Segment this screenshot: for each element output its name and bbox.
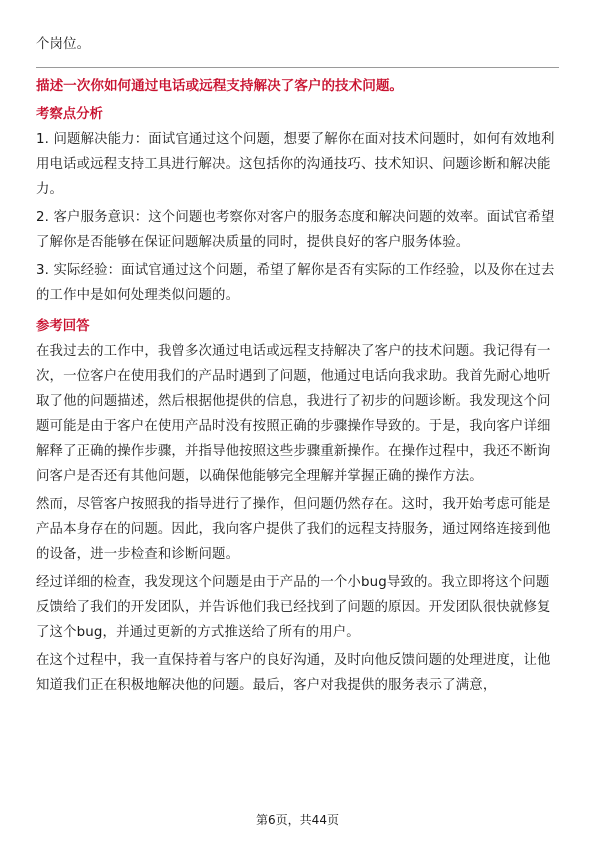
analysis-item-1: 1. 问题解决能力：面试官通过这个问题，想要了解你在面对技术问题时，如何有效地利用电话或远程支持工具进行解决。这包括你的沟通技巧、技术知识、问题诊断和解决能力。 [36,132,555,197]
analysis-item-3: 3. 实际经验：面试官通过这个问题，希望了解你是否有实际的工作经验，以及你在过去的工作中是如何处理类似问题的。 [36,263,555,303]
page-footer: 第6页，共44页 [256,813,339,827]
answer-paragraph-4: 在这个过程中，我一直保持着与客户的良好沟通，及时向他反馈问题的处理进度，让他知道我们正在积极地解决他的问题。最后，客户对我提供的服务表示了满意， [36,653,551,693]
answer-heading: 参考回答 [36,319,90,334]
answer-paragraph-2: 然而，尽管客户按照我的指导进行了操作，但问题仍然存在。这时，我开始考虑可能是产品本身存在的问题。因此，我向客户提供了我们的远程支持服务，通过网络连接到他的设备，进一步检查和诊断问题。 [36,497,551,562]
answer-paragraph-3: 经过详细的检查，我发现这个问题是由于产品的一个小bug导致的。我立即将这个问题反馈给了我们的开发团队，并告诉他们我已经找到了问题的原因。开发团队很快就修复了这个bug，并通过更新的方式推送给了所有的用户。 [36,575,551,640]
document-page [36,32,559,701]
section-divider [36,67,559,68]
analysis-item-2: 2. 客户服务意识：这个问题也考察你对客户的服务态度和解决问题的效率。面试官希望了解你是否能够在保证问题解决质量的同时，提供良好的客户服务体验。 [36,210,555,250]
answer-paragraph-1: 在我过去的工作中，我曾多次通过电话或远程支持解决了客户的技术问题。我记得有一次，一位客户在使用我们的产品时遇到了问题，他通过电话向我求助。我首先耐心地听取了他的问题描述，然后根据他提供的信息，我进行了初步的问题诊断。我发现这个问题可能是由于客户在使用产品时没有按照正确的步骤操作导致的。于是，我向客户详细解释了正确的操作步骤，并指导他按照这些步骤重新操作。在操作过程中，我还不断询问客户是否还有其他问题，以确保他能够完全理解并掌握正确的操作方法。 [36,344,551,484]
question-heading: 描述一次你如何通过电话或远程支持解决了客户的技术问题。 [36,78,404,94]
previous-paragraph-tail: 个岗位。 [36,37,91,52]
analysis-heading: 考察点分析 [36,107,103,122]
